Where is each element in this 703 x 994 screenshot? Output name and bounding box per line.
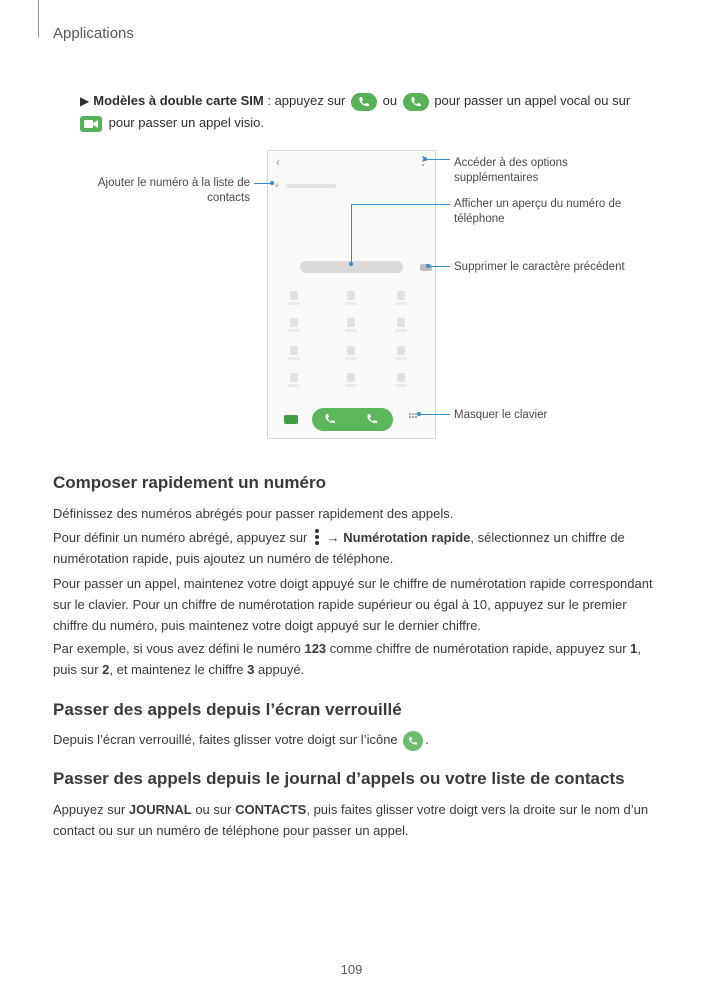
keypad-key bbox=[287, 291, 301, 307]
callout-line bbox=[428, 266, 450, 267]
bold-number: 2 bbox=[102, 662, 110, 677]
add-contact-placeholder bbox=[286, 184, 336, 188]
video-call-icon bbox=[80, 116, 102, 132]
contacts-tab-label: CONTACTS bbox=[235, 802, 307, 817]
call-icon bbox=[403, 731, 423, 751]
bold-number: 123 bbox=[304, 641, 327, 656]
paragraph bbox=[53, 527, 653, 569]
dual-sim-note bbox=[80, 90, 660, 133]
section-heading: Composer rapidement un numéro bbox=[53, 473, 326, 492]
text: Depuis l’écran verrouillé, faites glisser votre doigt sur l’icône bbox=[53, 732, 402, 747]
sim-text-a: : appuyez sur bbox=[263, 93, 350, 108]
keypad-key bbox=[287, 318, 301, 334]
text: Par exemple, si vous avez défini le numéro bbox=[53, 641, 305, 656]
paragraph: Définissez des numéros abrégés pour passer rapidement des appels. bbox=[53, 506, 454, 521]
menu-path: Numérotation rapide bbox=[343, 530, 471, 545]
callout-dot bbox=[349, 262, 353, 266]
callout-add-contact: Ajouter le numéro à la liste de contacts bbox=[97, 177, 250, 204]
paragraph bbox=[53, 638, 653, 680]
bullet-triangle-icon: ▶ bbox=[80, 94, 90, 108]
text: , sélectionnez un chiffre de numérotation rapide, puis ajoutez un numéro de téléphone. bbox=[53, 530, 625, 566]
callout-line bbox=[351, 204, 450, 205]
sim-text-c: pour passer un appel visio. bbox=[105, 115, 264, 130]
bold-number: 1 bbox=[630, 641, 638, 656]
callout-dot bbox=[423, 157, 427, 161]
page-header: Applications bbox=[53, 25, 134, 42]
keypad-key bbox=[394, 291, 408, 307]
callout-dot bbox=[270, 181, 274, 185]
keypad-key bbox=[344, 291, 358, 307]
section-heading: Passer des appels depuis l’écran verrouillé bbox=[53, 700, 402, 719]
more-options-icon bbox=[314, 529, 320, 545]
callout-preview: Afficher un aperçu du numéro de téléphone bbox=[454, 198, 622, 225]
text: Pour définir un numéro abrégé, appuyez sur bbox=[53, 530, 311, 545]
bold-number: 3 bbox=[247, 662, 255, 677]
keypad-key bbox=[344, 318, 358, 334]
phone-sim1-icon bbox=[351, 93, 377, 111]
keypad-key bbox=[344, 346, 358, 362]
callout-hide-keypad: Masquer le clavier bbox=[454, 409, 548, 421]
dialer-screenshot bbox=[267, 150, 436, 439]
callout-more-options: Accéder à des options supplémentaires bbox=[454, 157, 568, 184]
add-contact-icon: + bbox=[274, 181, 280, 192]
text: comme chiffre de numérotation rapide, appuyez sur bbox=[326, 641, 631, 656]
page-number: 109 bbox=[340, 962, 363, 977]
arrow-text: → bbox=[323, 530, 344, 545]
phone-sim2-icon bbox=[403, 93, 429, 111]
text: Appuyez sur bbox=[53, 802, 129, 817]
text: . bbox=[425, 732, 429, 747]
paragraph: Pour passer un appel, maintenez votre doigt appuyé sur le chiffre de numérotation rapide correspondant sur le clavier. Pour un chiffre de numérotation rapide supérieur ou égal à 10, appuyez sur le premier chiffre du numéro, puis maintenez votre doigt appuyé sur le dernier chiffre. bbox=[53, 576, 653, 633]
text: , puis sur bbox=[53, 641, 642, 677]
paragraph bbox=[53, 729, 653, 751]
section-heading: Passer des appels depuis le journal d’appels ou votre liste de contacts bbox=[53, 769, 625, 788]
back-icon: ‹ bbox=[276, 155, 280, 169]
sim-text-or: ou bbox=[379, 93, 401, 108]
callout-dot bbox=[417, 412, 421, 416]
dual-sim-label: Modèles à double carte SIM bbox=[93, 93, 264, 108]
header-rule bbox=[38, 0, 39, 38]
text: appuyé. bbox=[254, 662, 305, 677]
text: , et maintenez le chiffre bbox=[109, 662, 248, 677]
keypad-key bbox=[394, 373, 408, 389]
keypad-key bbox=[394, 346, 408, 362]
callout-line bbox=[425, 159, 450, 160]
callout-delete: Supprimer le caractère précédent bbox=[454, 261, 625, 273]
call-buttons bbox=[312, 408, 393, 431]
video-call-icon bbox=[284, 415, 298, 424]
keypad-key bbox=[394, 318, 408, 334]
keypad-key bbox=[287, 346, 301, 362]
text: , puis faites glisser votre doigt vers la droite sur le nom d’un contact ou sur un numéro de téléphone pour passer un appel. bbox=[53, 802, 649, 838]
callout-line bbox=[419, 414, 450, 415]
callout-line bbox=[351, 204, 352, 264]
text: ou sur bbox=[191, 802, 236, 817]
callout-dot bbox=[426, 264, 430, 268]
paragraph bbox=[53, 799, 653, 841]
keypad-key bbox=[344, 373, 358, 389]
journal-tab-label: JOURNAL bbox=[128, 802, 192, 817]
sim-text-b: pour passer un appel vocal ou sur bbox=[430, 93, 631, 108]
keypad-key bbox=[287, 373, 301, 389]
